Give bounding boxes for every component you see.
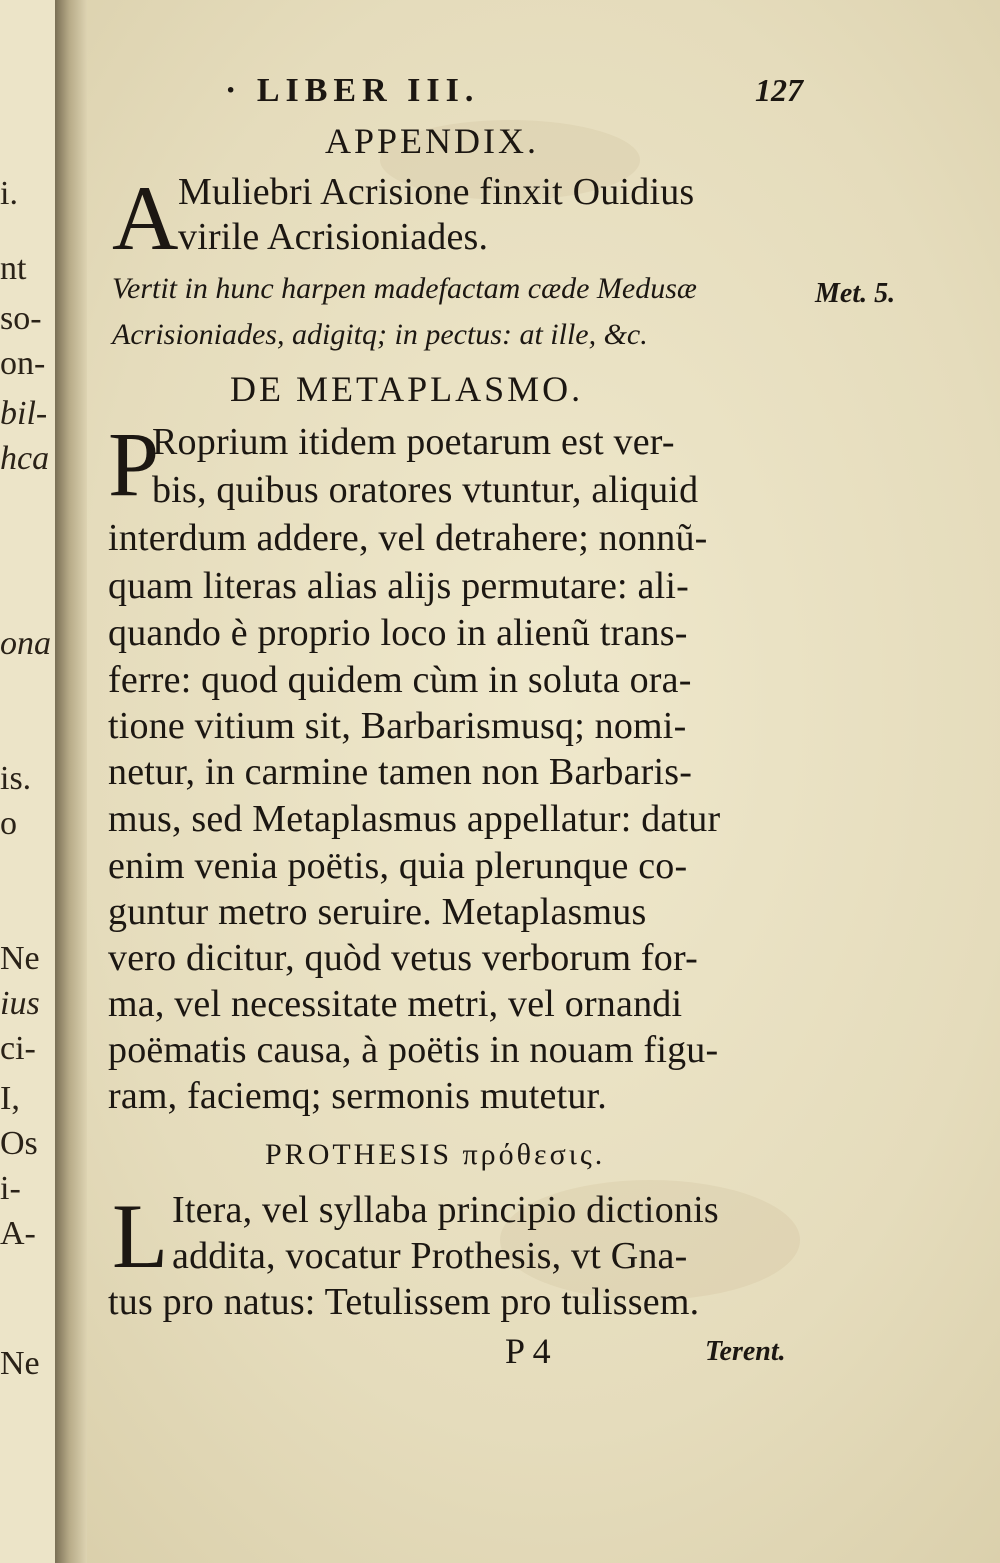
bleed-letter: hca	[0, 440, 50, 477]
bleed-letter: i.	[0, 175, 18, 212]
metaplasmo-line: quando è proprio loco in alienũ trans-	[108, 612, 688, 654]
bleed-letter: A-	[0, 1215, 36, 1252]
prothesis-heading: PROTHESIS πρόθεσις.	[265, 1138, 606, 1171]
bleed-letter: on-	[0, 345, 46, 382]
bleed-letter: is.	[0, 760, 32, 797]
bleed-letter: bil-	[0, 395, 48, 432]
metaplasmo-line: tione vitium sit, Barbarismusq; nomi-	[108, 705, 687, 747]
catchword: Terent.	[705, 1336, 786, 1367]
metaplasmo-line: interdum addere, vel detrahere; nonnũ-	[108, 517, 708, 559]
prothesis-line: addita, vocatur Prothesis, vt Gna-	[172, 1235, 688, 1277]
appendix-quote-line: Vertit in hunc harpen madefactam cæde Medusæ	[112, 272, 697, 305]
bleed-letter: ius	[0, 985, 40, 1022]
bleed-letter: Ne	[0, 940, 40, 977]
metaplasmo-dropcap: P	[108, 413, 160, 515]
signature-mark: P 4	[505, 1331, 551, 1371]
metaplasmo-line: ma, vel necessitate metri, vel ornandi	[108, 983, 683, 1025]
book-gutter	[55, 0, 87, 1563]
metaplasmo-line: quam literas alias alijs permutare: ali-	[108, 565, 689, 607]
metaplasmo-line: guntur metro seruire. Metaplasmus	[108, 891, 647, 933]
metaplasmo-line: bis, quibus oratores vtuntur, aliquid	[152, 469, 699, 511]
bleed-letter: Ne	[0, 1345, 40, 1382]
metaplasmo-line: ferre: quod quidem cùm in soluta ora-	[108, 659, 692, 701]
prothesis-dropcap: L	[112, 1185, 169, 1287]
bleed-letter: so-	[0, 300, 42, 337]
metaplasmo-line: Roprium itidem poetarum est ver-	[152, 421, 675, 463]
appendix-line: virile Acrisioniades.	[178, 216, 489, 258]
metaplasmo-line: poëmatis causa, à poëtis in nouam figu-	[108, 1029, 719, 1071]
metaplasmo-line: ram, faciemq; sermonis mutetur.	[108, 1075, 608, 1117]
bleed-letter: I,	[0, 1080, 20, 1117]
prothesis-line: tus pro natus: Tetulissem pro tulissem.	[108, 1281, 700, 1323]
appendix-quote-line: Acrisioniades, adigitq; in pectus: at ille, &c.	[112, 318, 648, 351]
bleed-letter: nt	[0, 250, 27, 287]
prothesis-line: Itera, vel syllaba principio dictionis	[172, 1189, 719, 1231]
metaplasmo-line: enim venia poëtis, quia plerunque co-	[108, 845, 688, 887]
page-number: 127	[755, 72, 803, 108]
metaplasmo-line: mus, sed Metaplasmus appellatur: datur	[108, 798, 721, 840]
running-head: · LIBER III.	[225, 72, 480, 109]
bleed-letter: ona	[0, 625, 51, 662]
bleed-letter: i-	[0, 1170, 21, 1207]
metaplasmo-line: vero dicitur, quòd vetus verborum for-	[108, 937, 698, 979]
bleed-letter: ci-	[0, 1030, 36, 1067]
margin-note: Met. 5.	[815, 278, 896, 309]
metaplasmo-line: netur, in carmine tamen non Barbaris-	[108, 751, 693, 793]
appendix-dropcap: A	[112, 167, 179, 269]
appendix-line: Muliebri Acrisione finxit Ouidius	[178, 171, 695, 213]
appendix-heading: APPENDIX.	[325, 121, 540, 161]
bleed-letter: o	[0, 805, 17, 842]
metaplasmo-heading: DE METAPLASMO.	[230, 369, 584, 409]
bleed-letter: Os	[0, 1125, 38, 1162]
